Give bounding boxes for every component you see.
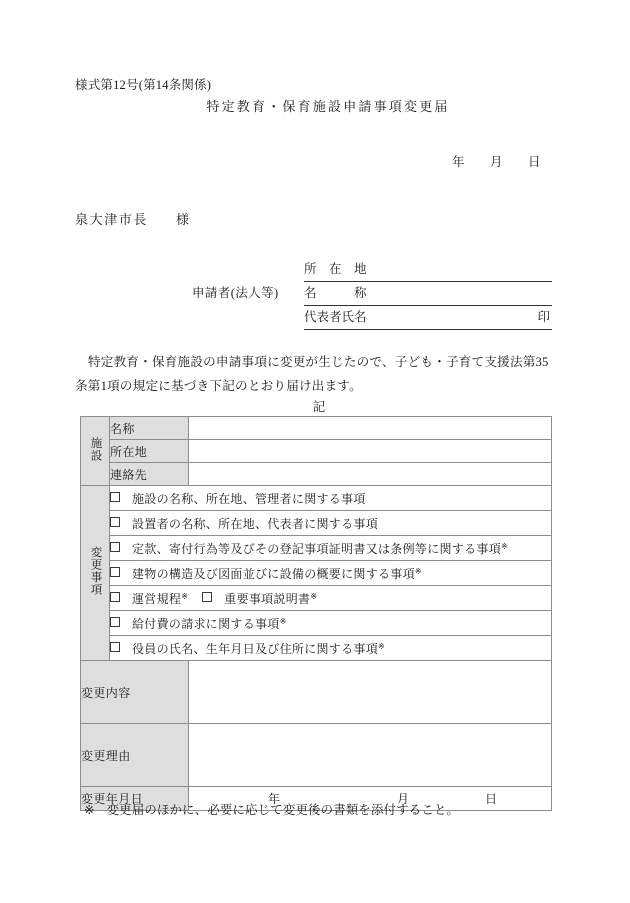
- table-row: [81, 561, 552, 586]
- checkbox-icon[interactable]: [110, 592, 120, 602]
- checkbox-icon-secondary[interactable]: [202, 592, 212, 602]
- change-item-3-mark: ※: [501, 541, 509, 551]
- change-item-6-label: 給付費の請求に関する事項: [132, 616, 280, 631]
- table-row: [81, 486, 552, 511]
- footnote-mark: ※: [84, 803, 95, 817]
- applicant-label: 申請者(法人等): [192, 286, 279, 300]
- addressee: [75, 209, 191, 228]
- change-item-5-secondary-mark: ※: [310, 591, 318, 601]
- facility-name-label: 名称: [110, 417, 189, 440]
- change-item-1[interactable]: [110, 486, 552, 511]
- table-row: [81, 611, 552, 636]
- facility-contact-input[interactable]: [189, 463, 552, 486]
- change-item-6[interactable]: [110, 611, 552, 636]
- addressee-honorific: 様: [176, 212, 191, 227]
- table-row: [81, 661, 552, 724]
- change-content-input[interactable]: [189, 661, 552, 724]
- checkbox-icon[interactable]: [110, 542, 120, 552]
- submission-date-line: [452, 152, 541, 170]
- change-date-year-label: 年: [267, 792, 280, 806]
- document-title: 特定教育・保育施設申請事項変更届: [206, 99, 450, 114]
- table-row: [81, 636, 552, 661]
- change-content-label: 変更内容: [81, 661, 189, 724]
- facility-contact-label: 連絡先: [110, 463, 189, 486]
- change-notification-table: [80, 416, 552, 811]
- applicant-name-row[interactable]: [304, 282, 552, 306]
- change-item-5-label: 運営規程: [132, 591, 182, 606]
- table-row: [81, 511, 552, 536]
- table-row: [81, 463, 552, 486]
- table-row: [81, 724, 552, 787]
- applicant-address-label: 所 在 地: [304, 262, 367, 276]
- change-item-4-label: 建物の構造及び図面並びに設備の概要に関する事項: [132, 566, 415, 581]
- date-day-label: 日: [528, 155, 541, 169]
- checkbox-icon[interactable]: [110, 517, 120, 527]
- change-item-3-label: 定款、寄付行為等及びその登記事項証明書又は条例等に関する事項: [132, 541, 502, 556]
- change-item-7[interactable]: [110, 636, 552, 661]
- change-date-label: 変更年月日: [81, 787, 189, 811]
- change-item-2[interactable]: [110, 511, 552, 536]
- facility-vertical-label: 施設: [81, 417, 110, 486]
- facility-address-label: 所在地: [110, 440, 189, 463]
- applicant-fields: [304, 258, 552, 330]
- body-paragraph: 特定教育・保育施設の申請事項に変更が生じたので、子ども・子育て支援法第35条第1項の規定に基づき下記のとおり届け出ます。: [75, 355, 549, 393]
- date-year-label: 年: [452, 155, 465, 169]
- footnote: [84, 800, 459, 818]
- applicant-address-row[interactable]: [304, 258, 552, 282]
- change-date-day-label: 日: [484, 792, 497, 806]
- change-item-1-label: 施設の名称、所在地、管理者に関する事項: [132, 491, 366, 506]
- change-item-7-label: 役員の氏名、生年月日及び住所に関する事項: [132, 641, 379, 656]
- change-item-6-mark: ※: [279, 616, 287, 626]
- table-row: [81, 536, 552, 561]
- change-item-3[interactable]: [110, 536, 552, 561]
- applicant-name-label: 名 称: [304, 286, 367, 300]
- checkbox-icon[interactable]: [110, 492, 120, 502]
- table-row: [81, 417, 552, 440]
- change-reason-label: 変更理由: [81, 724, 189, 787]
- checkbox-icon[interactable]: [110, 617, 120, 627]
- change-item-4-mark: ※: [414, 566, 422, 576]
- applicant-representative-label: 代表者氏名: [304, 310, 367, 324]
- facility-name-input[interactable]: [189, 417, 552, 440]
- footnote-text: 変更届のほかに、必要に応じて変更後の書類を添付すること。: [106, 803, 460, 817]
- change-item-7-mark: ※: [378, 641, 386, 651]
- change-item-2-label: 設置者の名称、所在地、代表者に関する事項: [132, 516, 379, 531]
- table-row: [81, 586, 552, 611]
- checkbox-icon[interactable]: [110, 642, 120, 652]
- change-item-5[interactable]: [110, 586, 552, 611]
- change-item-5-secondary-label: 重要事項説明書: [224, 591, 311, 606]
- checkbox-icon[interactable]: [110, 567, 120, 577]
- change-item-4[interactable]: [110, 561, 552, 586]
- facility-address-input[interactable]: [189, 440, 552, 463]
- change-item-5-mark: ※: [181, 591, 189, 601]
- seal-mark: 印: [537, 310, 550, 324]
- applicant-representative-row[interactable]: [304, 306, 552, 330]
- ki-marker: 記: [312, 400, 326, 414]
- form-number: 様式第12号(第14条関係): [75, 78, 212, 92]
- change-date-month-label: 月: [396, 792, 409, 806]
- date-month-label: 月: [490, 155, 503, 169]
- addressee-name: 泉大津市長: [75, 212, 149, 227]
- change-items-vertical-label: 変更事項: [81, 486, 110, 661]
- table-row: [81, 440, 552, 463]
- change-reason-input[interactable]: [189, 724, 552, 787]
